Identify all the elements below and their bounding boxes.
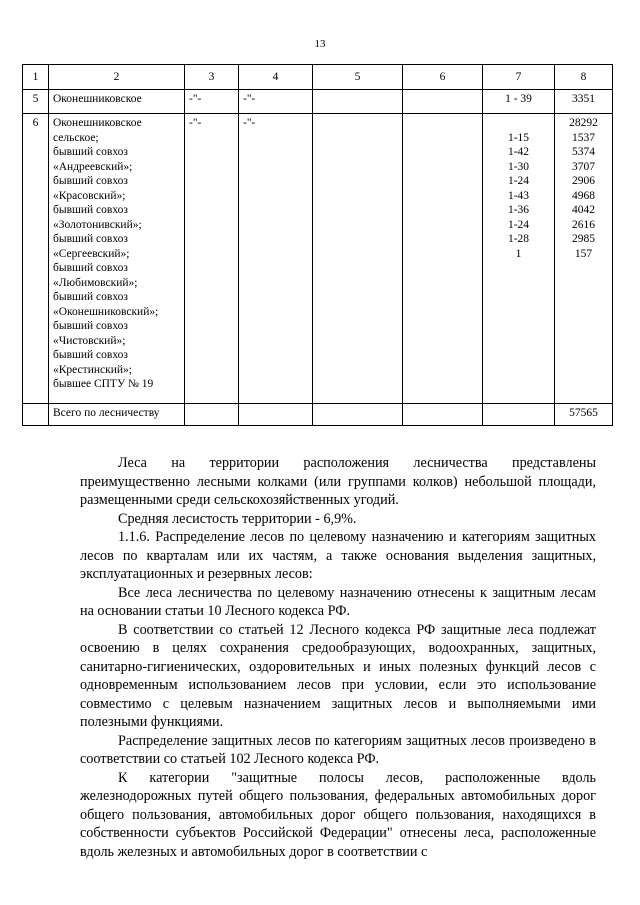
paragraph: Леса на территории расположения лесничества представлены преимущественно лесными колками (или группами колков) небольшой площади, размещенными среди сельскохозяйственных угодий. — [80, 455, 596, 508]
paragraph: Все леса лесничества по целевому назначению отнесены к защитным лесам на основании статьи 10 Лесного кодекса РФ. — [80, 584, 596, 619]
cell-line: 1-30 — [507, 160, 530, 173]
table-row — [23, 90, 613, 114]
forestry-table — [22, 64, 613, 426]
row-col5 — [313, 114, 403, 404]
cell-line: бывший совхоз — [53, 349, 128, 361]
total-empty — [403, 404, 483, 426]
cell-line: 28292 — [569, 117, 598, 129]
cell-line: «Красовский»; — [53, 189, 126, 202]
cell-line: 4968 — [572, 189, 595, 202]
cell-line: 1-42 — [507, 146, 530, 158]
cell-line: «Крестинский»; — [53, 363, 132, 376]
total-empty — [185, 404, 239, 426]
cell-line: бывший совхоз — [53, 291, 128, 303]
cell-line: Оконешниковское — [53, 93, 142, 105]
paragraph: В соответствии со статьей 12 Лесного кодекса РФ защитные леса подлежат освоению в целях сохранения средообразующих, водоохранных, защитных, санитарно-гигиенических, оздоровительных и иных полезных функций лесов с одновременным использованием лесов при условии, если это использование совместимо с целевым назначением защитных лесов и выполняемыми ими полезными функциями. — [80, 621, 596, 730]
cell-line: бывший совхоз — [53, 146, 128, 158]
total-empty — [23, 404, 49, 426]
cell-line: бывший совхоз — [53, 320, 128, 332]
total-empty — [483, 404, 555, 426]
row-col3: -"- — [185, 114, 239, 404]
row-number: 6 — [23, 114, 49, 404]
table-header-row — [23, 65, 613, 90]
cell-line: 1-15 — [507, 131, 530, 144]
cell-line: «Сергеевский»; — [53, 247, 130, 260]
table-total-row — [23, 404, 613, 426]
cell-line: 3707 — [572, 160, 595, 173]
cell-line: 1-43 — [507, 189, 530, 202]
cell-line: «Чистовский»; — [53, 334, 126, 347]
cell-line: 1-24 — [507, 175, 530, 187]
total-empty — [313, 404, 403, 426]
cell-line: 2985 — [572, 233, 595, 245]
row-col4: -"- — [239, 114, 313, 404]
total-label: Всего по лесничеству — [49, 404, 185, 426]
column-header: 8 — [555, 65, 613, 90]
column-header: 6 — [403, 65, 483, 90]
cell-line: 5374 — [572, 146, 595, 158]
row-name — [49, 90, 185, 114]
total-empty — [239, 404, 313, 426]
cell-line: «Золотонивский»; — [53, 218, 142, 231]
row-col6 — [403, 90, 483, 114]
cell-line: бывший совхоз — [53, 175, 128, 187]
column-header: 3 — [185, 65, 239, 90]
page-number: 13 — [314, 38, 326, 50]
cell-line: сельское; — [53, 131, 99, 144]
column-header: 5 — [313, 65, 403, 90]
row-name — [49, 114, 185, 404]
paragraph: 1.1.6. Распределение лесов по целевому назначению и категориям защитных лесов по кварталам или их частям, а также основания выделения защитных, эксплуатационных и резервных лесов: — [80, 529, 596, 582]
row-col6 — [403, 114, 483, 404]
row-area — [555, 114, 613, 404]
cell-line: 2616 — [572, 218, 595, 231]
column-header: 2 — [49, 65, 185, 90]
cell-line: 2906 — [572, 175, 595, 187]
body-text — [80, 454, 596, 861]
cell-line: Оконешниковское — [53, 117, 142, 129]
column-header: 7 — [483, 65, 555, 90]
cell-line: 3351 — [572, 93, 595, 105]
cell-line: «Оконешниковский»; — [53, 305, 159, 318]
column-header: 1 — [23, 65, 49, 90]
cell-line: 1-36 — [507, 204, 530, 216]
row-area — [555, 90, 613, 114]
cell-line: бывший совхоз — [53, 233, 128, 245]
paragraph: Распределение защитных лесов по категориям защитных лесов произведено в соответствии со статьей 102 Лесного кодекса РФ. — [80, 732, 596, 767]
cell-line: 4042 — [572, 204, 595, 216]
total-value: 57565 — [555, 404, 613, 426]
row-number: 5 — [23, 90, 49, 114]
row-col4: -"- — [239, 90, 313, 114]
cell-line: 1-24 — [507, 218, 530, 231]
cell-line: «Любимовский»; — [53, 276, 138, 289]
paragraph: Средняя лесистость территории - 6,9%. — [118, 510, 357, 527]
column-header: 4 — [239, 65, 313, 90]
cell-line: бывший совхоз — [53, 262, 128, 274]
cell-line: 1537 — [572, 131, 595, 144]
cell-line: 157 — [574, 247, 593, 260]
table-row — [23, 114, 613, 404]
cell-line — [487, 116, 550, 131]
cell-line: 1 - 39 — [505, 93, 532, 105]
cell-line: бывшее СПТУ № 19 — [53, 378, 154, 390]
row-col5 — [313, 90, 403, 114]
row-quarters — [483, 90, 555, 114]
cell-line: 1 — [515, 247, 522, 260]
cell-line: бывший совхоз — [53, 204, 128, 216]
row-quarters — [483, 114, 555, 404]
cell-line: 1-28 — [507, 233, 530, 245]
paragraph: К категории "защитные полосы лесов, расположенные вдоль железнодорожных путей общего пользования, федеральных автомобильных дорог общего пользования, автомобильных дорог общего пользования, находящихся в собственности субъектов Российской Федерации" отнесены леса, расположенные вдоль железных и автомобильных дорог в соответствии с — [80, 769, 596, 860]
row-col3: -"- — [185, 90, 239, 114]
cell-line: «Андреевский»; — [53, 160, 133, 173]
